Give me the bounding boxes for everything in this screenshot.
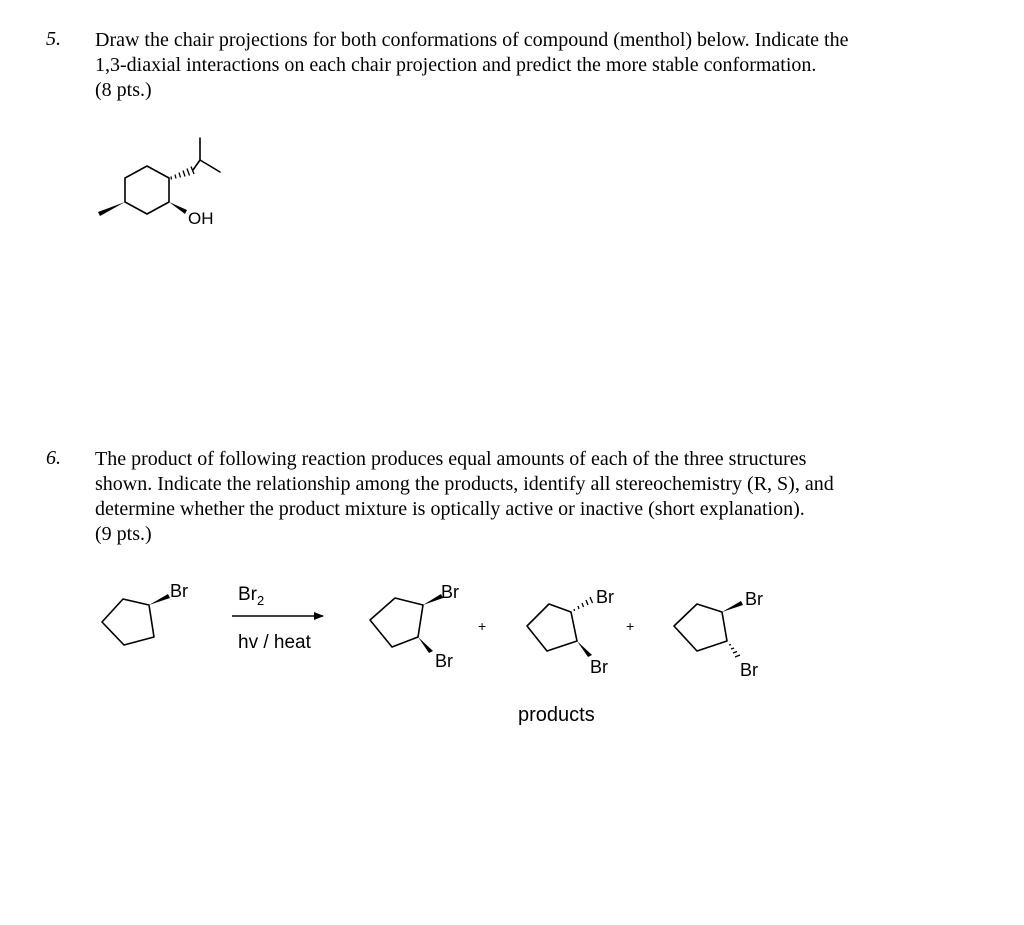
menthol-isopropyl-methyl — [200, 160, 220, 172]
product-3-ring — [674, 604, 727, 651]
question-6-line-2: shown. Indicate the relationship among the products, identify all stereochemistry (R, S), and — [95, 473, 834, 495]
reaction-condition-label: hv / heat — [238, 632, 311, 653]
question-5-line-1: Draw the chair projections for both conformations of compound (menthol) below. Indicate the — [95, 29, 849, 51]
product-2-top-hash — [574, 597, 593, 611]
product-1 — [370, 582, 459, 671]
reagent-subscript: 2 — [257, 593, 265, 608]
menthol-cyclohexane-ring — [125, 166, 169, 214]
product-1-bottom-wedge — [418, 637, 433, 653]
question-6-number: 6. — [46, 447, 61, 469]
question-5-line-2: 1,3-diaxial interactions on each chair projection and predict the more stable conformation. — [95, 54, 817, 76]
question-5-number: 5. — [46, 28, 61, 50]
menthol-isopropyl — [193, 138, 200, 170]
question-5-line-3: (8 pts.) — [95, 79, 152, 101]
product-2 — [527, 587, 614, 677]
reactant-cyclopentane-ring — [102, 599, 154, 645]
product-3 — [674, 589, 763, 680]
product-1-top-wedge — [423, 594, 443, 605]
plus-sign-2: + — [626, 618, 635, 634]
reactant-bromocyclopentane — [102, 581, 188, 645]
question-6-line-4: (9 pts.) — [95, 523, 152, 545]
product-1-ring — [370, 598, 423, 647]
plus-sign-1: + — [478, 618, 487, 634]
product-1-bottom-br: Br — [435, 651, 453, 671]
reactant-br-label: Br — [170, 581, 188, 601]
reaction-conditions — [232, 584, 323, 653]
menthol-oh-label: OH — [188, 209, 214, 228]
reactant-br-wedge — [149, 594, 170, 605]
menthol-isopropyl-hash — [171, 167, 194, 180]
product-3-top-br: Br — [745, 589, 763, 609]
products-caption: products — [518, 704, 595, 726]
product-3-bottom-br: Br — [740, 660, 758, 680]
product-2-bottom-wedge — [577, 641, 592, 657]
product-3-top-wedge — [722, 601, 743, 612]
product-3-bottom-hash — [729, 645, 740, 658]
menthol-methyl-wedge — [98, 202, 125, 216]
question-6-line-1: The product of following reaction produces equal amounts of each of the three structures — [95, 448, 807, 470]
product-2-ring — [527, 604, 577, 651]
product-1-top-br: Br — [441, 582, 459, 602]
menthol-structure — [98, 138, 220, 228]
reagent-label: $Br_2$ — [238, 584, 265, 608]
menthol-oh-wedge — [169, 202, 187, 214]
product-2-bottom-br: Br — [590, 657, 608, 677]
question-6-line-3: determine whether the product mixture is optically active or inactive (short explanation). — [95, 498, 805, 520]
product-2-top-br: Br — [596, 587, 614, 607]
